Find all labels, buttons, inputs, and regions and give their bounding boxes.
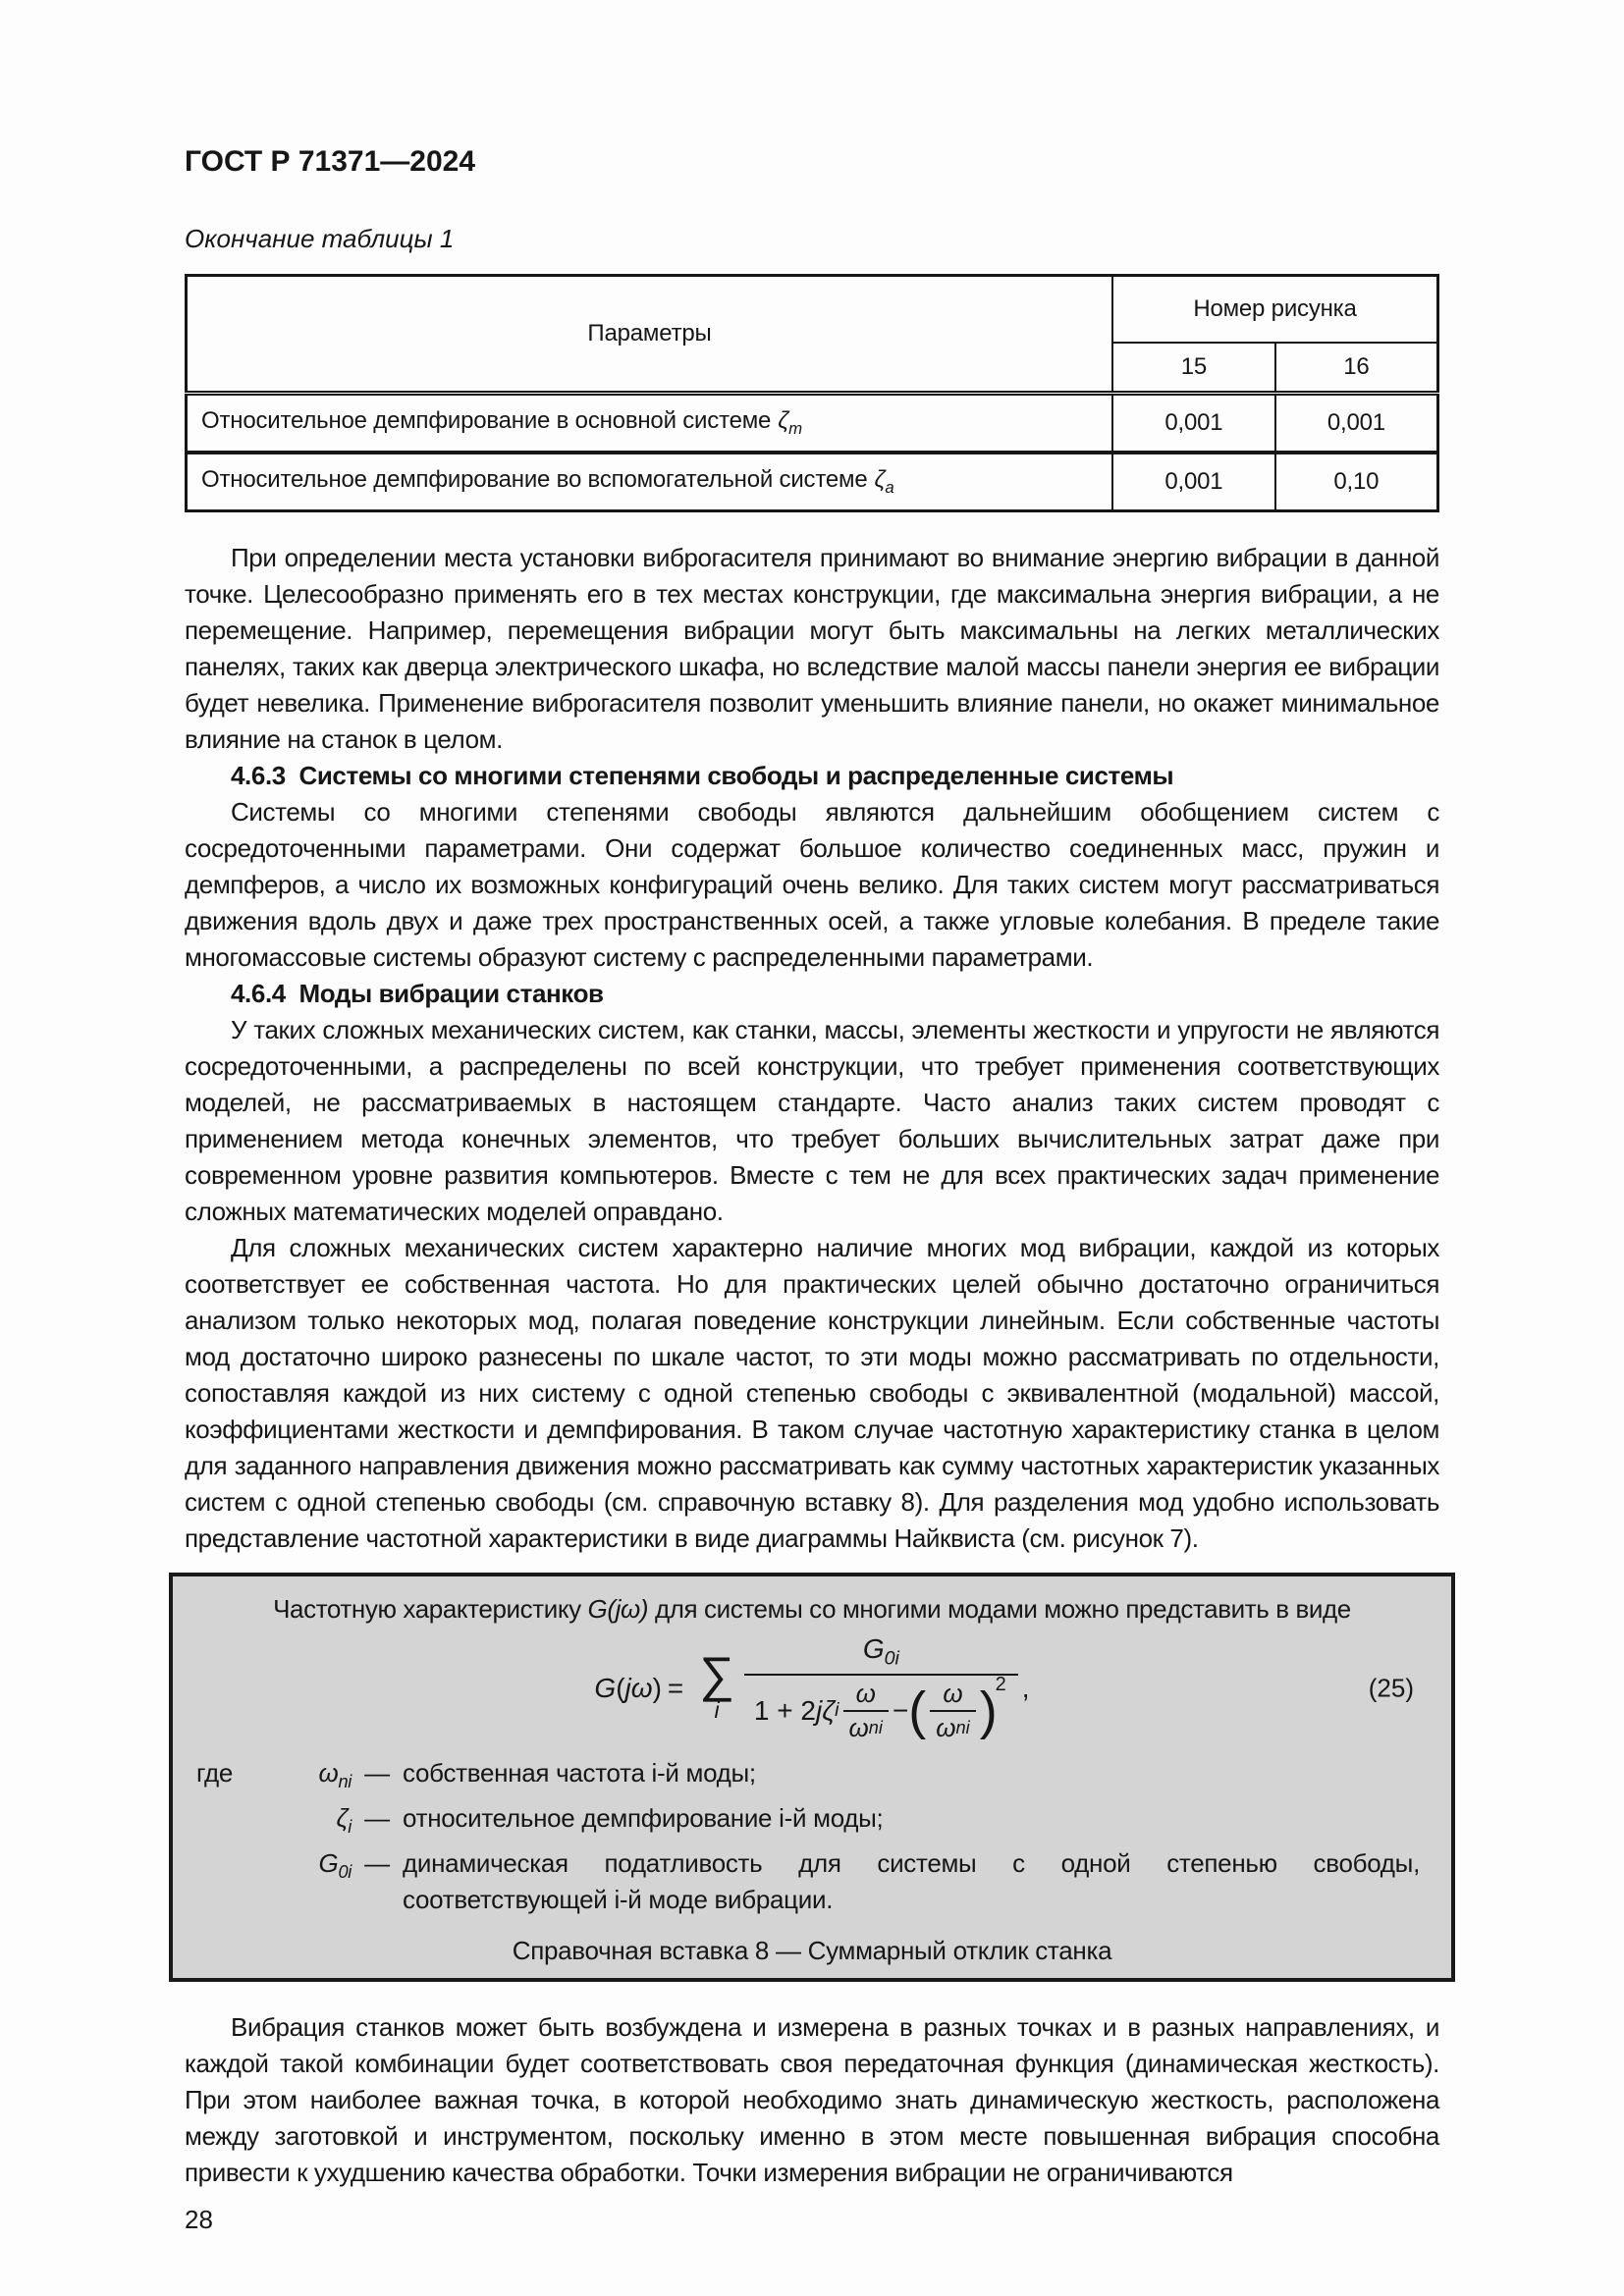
exponent: 2 <box>995 1674 1006 1696</box>
equation-25 <box>196 1633 1428 1743</box>
insert-caption: Справочная вставка 8 — Суммарный отклик станка <box>512 1935 1112 1965</box>
equation-number: (25) <box>1368 1673 1414 1703</box>
omega-ratio-fraction: ω ω ni <box>930 1679 975 1743</box>
paragraph: Вибрация станков может быть возбуждена и измерена в разных точках и в разных направлениях, и каждой такой комбинации будет соответствовать своя передаточная функция (динамическая жесткость). При этом наиболее важная точка, в которой необходимо знать динамическую жесткость, расположена между заготовкой и инструментом, поскольку именно в этом месте повышенная вибрация способна привести к ухудшению качества обработки. Точки измерения вибрации не ограничиваются <box>185 2011 1439 2187</box>
table-cell-value: 0,10 <box>1275 453 1438 511</box>
table-header-parameters: Параметры <box>187 276 1113 394</box>
dash: — <box>364 1802 390 1833</box>
minus-sign: − <box>892 1694 909 1726</box>
paragraph: Системы со многими степенями свободы являются дальнейшим обобщением систем с сосредоточенными параметрами. Они содержат большое количество соединенных масс, пружин и демпферов, а число их возможных конфигураций очень велико. Для таких систем могут рассматриваться движения вдоль двух и даже трех пространственных осей, а также угловые колебания. В пределе такие многомассовые системы образуют систему с распределенными параметрами. <box>185 797 1439 972</box>
definition-text: собственная частота i-й моды; <box>403 1757 756 1788</box>
math-expression: G(jω) <box>587 1594 649 1624</box>
dash: — <box>364 1847 390 1878</box>
section-heading-4-6-4: 4.6.4 Моды вибрации станков <box>231 979 604 1008</box>
table-cell-parameter: Относительное демпфирование во вспомогательной системе $\zeta_a$ <box>187 453 1113 511</box>
table-caption: Окончание таблицы 1 <box>185 224 455 253</box>
definition-text: динамическая податливость для системы с одной степенью свободы, соответствующей i-й моде вибрации. <box>403 1847 1420 1914</box>
table-header-figure-16: 16 <box>1275 343 1438 394</box>
symbol-definitions <box>196 1755 1428 1918</box>
table-row <box>187 394 1438 454</box>
equation-lhs: G(jω) = <box>594 1672 684 1703</box>
paragraph: У таких сложных механических систем, как станки, массы, элементы жесткости и упругости не являются сосредоточенными, а распределены по всей конструкции, что требует применения соответствующих моделей, не рассматриваемых в настоящем стандарте. Часто анализ таких систем проводят с применением метода конечных элементов, что требует больших вычислительных затрат даже при современном уровне развития компьютеров. Вместе с тем не для всех практических задач применение сложных математических моделей оправдано. <box>185 1015 1439 1226</box>
table-cell-value: 0,001 <box>1112 394 1275 454</box>
reference-insert-box <box>169 1573 1455 1982</box>
open-paren: ( <box>908 1681 927 1740</box>
definition-row <box>196 1845 1428 1918</box>
main-fraction <box>744 1633 1018 1743</box>
zeta-subscript: m <box>788 418 802 438</box>
omega-ratio-fraction: ω ω ni <box>843 1679 889 1743</box>
definition-text: относительное демпфирование i-й моды; <box>403 1802 884 1833</box>
table-row <box>187 453 1438 511</box>
definition-row <box>196 1755 1428 1800</box>
equation-comma: , <box>1021 1672 1030 1703</box>
fraction-numerator: $G_{0i}$ <box>862 1633 899 1670</box>
paragraph: Для сложных механических систем характерно наличие многих мод вибрации, каждой из которых соответствует ее собственная частота. Но для практических целей обычно достаточно ограничиться анализом только некоторых мод, полагая поведение конструкции линейным. Если собственные частоты мод достаточно широко разнесены по шкале частот, то эти моды можно рассматривать по отдельности, сопоставляя каждой из них систему с одной степенью свободы с эквивалентной (модальной) массой, коэффициентами жесткости и демпфирования. В таком случае частотную характеристику станка в целом для заданного направления движения можно рассматривать как сумму частотных характеристик указанных систем с одной степенью свободы (см. справочную вставку 8). Для разделения мод удобно использовать представление частотной характеристики в виде диаграммы Найквиста (см. рисунок 7). <box>185 1233 1439 1553</box>
symbol-g-0i: $G_{0i}$ <box>318 1847 352 1883</box>
summation-symbol: ∑ i <box>699 1646 734 1723</box>
zeta-subscript: a <box>885 477 894 497</box>
symbol-omega-ni: $\omega_{ni}$ <box>318 1757 352 1791</box>
close-paren: ) <box>979 1681 998 1740</box>
definition-row <box>196 1800 1428 1845</box>
table-header-figure-number: Номер рисунка <box>1112 276 1438 344</box>
where-label: где <box>196 1757 234 1788</box>
fraction-denominator: 1 + 2 jζ i ω ω ni − ( ω ω ni ) 2 <box>744 1674 1018 1743</box>
page-number: 28 <box>185 2204 213 2234</box>
table-header-figure-15: 15 <box>1112 343 1275 394</box>
section-heading-4-6-3: 4.6.3 Системы со многими степенями свободы и распределенные системы <box>231 761 1174 790</box>
parameters-table <box>185 274 1439 512</box>
table-cell-value: 0,001 <box>1112 453 1275 511</box>
document-header: ГОСТ Р 71371—2024 <box>185 145 476 178</box>
formula-intro: Частотную характеристику G(jω) для системы со многими модами можно представить в виде <box>273 1594 1351 1624</box>
zeta-symbol: ζ <box>874 466 886 494</box>
table-cell-parameter: Относительное демпфирование в основной системе $\zeta_m$ <box>187 394 1113 454</box>
table-cell-value: 0,001 <box>1275 394 1438 454</box>
dash: — <box>364 1757 390 1788</box>
zeta-symbol: ζ <box>778 407 789 435</box>
symbol-zeta-i: $\zeta_i$ <box>336 1802 352 1837</box>
paragraph: При определении места установки виброгасителя принимают во внимание энергию вибрации в данной точке. Целесообразно применять его в тех местах конструкции, где максимальна энергия вибрации, а не перемещение. Например, перемещения вибрации могут быть максимальны на легких металлических панелях, таких как дверца электрического шкафа, но вследствие малой массы панели энергия ее вибрации будет невелика. Применение виброгасителя позволит уменьшить влияние панели, но окажет минимальное влияние на станок в целом. <box>185 543 1439 754</box>
